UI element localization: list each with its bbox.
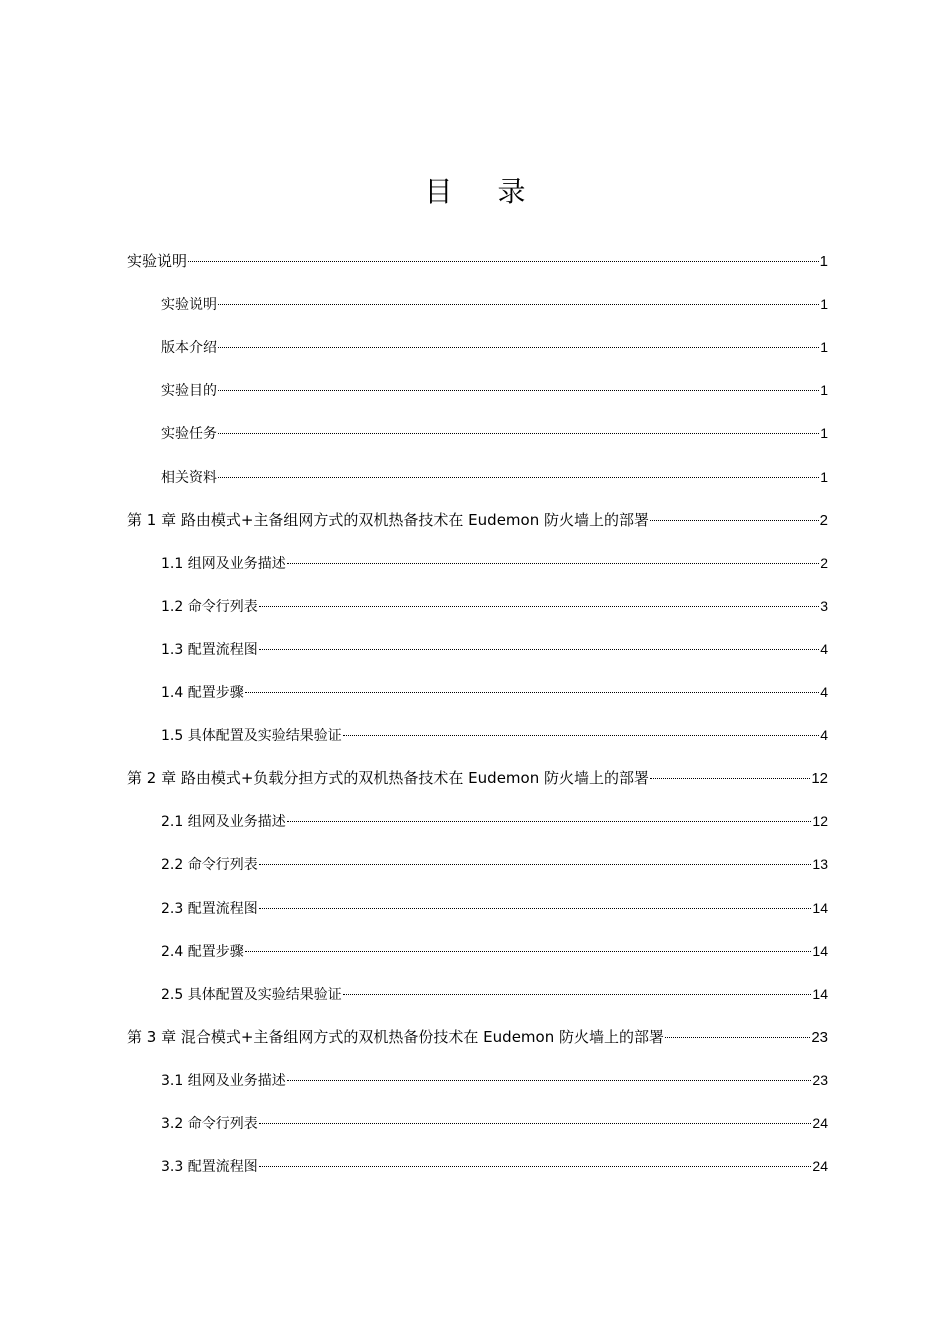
toc-chapter-entry[interactable] <box>127 767 828 789</box>
toc-page-number: 1 <box>819 253 828 270</box>
toc-page-number: 24 <box>812 1158 828 1175</box>
toc-section-entry[interactable] <box>161 1112 828 1134</box>
dot-leader <box>259 864 812 865</box>
toc-page-number: 3 <box>820 597 828 614</box>
dot-leader <box>259 606 819 607</box>
toc-section-entry[interactable] <box>161 724 828 746</box>
toc-section-entry[interactable] <box>161 379 828 401</box>
toc-entry-text: 1.5 具体配置及实验结果验证 <box>161 728 342 745</box>
toc-page-number: 4 <box>820 640 828 657</box>
toc-section-entry[interactable] <box>161 681 828 703</box>
toc-section-entry[interactable] <box>161 1069 828 1091</box>
toc-entry-text: 第 1 章 路由模式+主备组网方式的双机热备技术在 Eudemon 防火墙上的部署 <box>127 510 649 529</box>
toc-page-number: 2 <box>820 554 828 571</box>
toc-page-number: 14 <box>812 985 828 1002</box>
dot-leader <box>218 304 819 305</box>
dot-leader <box>245 951 812 952</box>
toc-page-number: 2 <box>819 511 828 529</box>
toc-section-entry[interactable] <box>161 552 828 574</box>
dot-leader <box>259 908 812 909</box>
toc-entry-text: 第 2 章 路由模式+负载分担方式的双机热备技术在 Eudemon 防火墙上的部署 <box>127 769 649 788</box>
toc-entry-text: 2.5 具体配置及实验结果验证 <box>161 986 342 1003</box>
toc-section-entry[interactable] <box>161 638 828 660</box>
toc-page-number: 12 <box>811 770 828 788</box>
dot-leader <box>650 520 819 521</box>
toc-entry-text: 版本介绍 <box>161 340 217 357</box>
toc-section-entry[interactable] <box>161 1155 828 1177</box>
toc-section-entry[interactable] <box>161 983 828 1005</box>
toc-section-entry[interactable] <box>161 810 828 832</box>
toc-entry-text: 1.1 组网及业务描述 <box>161 555 286 572</box>
toc-title: 目 录 <box>424 175 544 208</box>
toc-chapter-entry[interactable] <box>127 509 828 531</box>
toc-entry-text: 相关资料 <box>161 469 217 486</box>
toc-entry-text: 1.3 配置流程图 <box>161 641 258 658</box>
toc-entry-text: 2.2 命令行列表 <box>161 857 258 874</box>
dot-leader <box>218 390 819 391</box>
toc-section-entry[interactable] <box>161 336 828 358</box>
toc-section-entry[interactable] <box>161 422 828 444</box>
toc-page-number: 23 <box>812 1071 828 1088</box>
dot-leader <box>650 778 810 779</box>
toc-entry-text: 实验说明 <box>127 252 188 270</box>
dot-leader <box>287 821 812 822</box>
toc-page-number: 13 <box>812 856 828 873</box>
toc-entry-text: 1.2 命令行列表 <box>161 598 258 615</box>
toc-entry-text: 1.4 配置步骤 <box>161 685 244 701</box>
dot-leader <box>259 649 819 650</box>
toc-chapter-entry[interactable] <box>127 250 828 272</box>
toc-entry-text: 3.2 命令行列表 <box>161 1116 258 1132</box>
toc-page-number: 1 <box>820 425 828 442</box>
dot-leader <box>218 347 819 348</box>
dot-leader <box>665 1037 810 1038</box>
toc-section-entry[interactable] <box>161 940 828 962</box>
toc-entry-text: 实验目的 <box>161 383 217 400</box>
toc-entry-text: 第 3 章 混合模式+主备组网方式的双机热备份技术在 Eudemon 防火墙上的部署 <box>127 1027 664 1046</box>
dot-leader <box>287 1080 812 1081</box>
dot-leader <box>218 477 819 478</box>
toc-page-number: 4 <box>820 684 828 700</box>
toc-section-entry[interactable] <box>161 293 828 315</box>
toc-page-number: 14 <box>812 899 828 916</box>
toc-entry-text: 实验说明 <box>161 297 217 314</box>
toc-section-entry[interactable] <box>161 595 828 617</box>
toc-entry-text: 3.3 配置流程图 <box>161 1159 258 1176</box>
toc-page-number: 1 <box>820 339 828 356</box>
dot-leader <box>287 563 819 564</box>
toc-entry-text: 3.1 组网及业务描述 <box>161 1072 286 1089</box>
dot-leader <box>259 1166 812 1167</box>
dot-leader <box>188 261 819 262</box>
dot-leader <box>245 692 819 693</box>
toc-page-number: 1 <box>820 468 828 485</box>
toc-page-number: 1 <box>820 382 828 399</box>
toc-page-number: 4 <box>820 727 828 744</box>
toc-entry-text: 2.3 配置流程图 <box>161 900 258 917</box>
toc-page-number: 23 <box>811 1028 828 1046</box>
toc-section-entry[interactable] <box>161 897 828 919</box>
dot-leader <box>343 994 812 995</box>
dot-leader <box>343 735 819 736</box>
toc-page-number: 14 <box>812 942 828 959</box>
toc-page-number: 1 <box>820 296 828 313</box>
toc-section-entry[interactable] <box>161 466 828 488</box>
toc-entry-text: 2.1 组网及业务描述 <box>161 814 286 831</box>
dot-leader <box>259 1123 812 1124</box>
toc-entry-text: 2.4 配置步骤 <box>161 943 244 960</box>
dot-leader <box>218 433 819 434</box>
toc-chapter-entry[interactable] <box>127 1026 828 1048</box>
toc-entry-text: 实验任务 <box>161 426 217 443</box>
toc-page-number: 24 <box>812 1115 828 1131</box>
toc-page-number: 12 <box>812 813 828 830</box>
toc-section-entry[interactable] <box>161 853 828 875</box>
